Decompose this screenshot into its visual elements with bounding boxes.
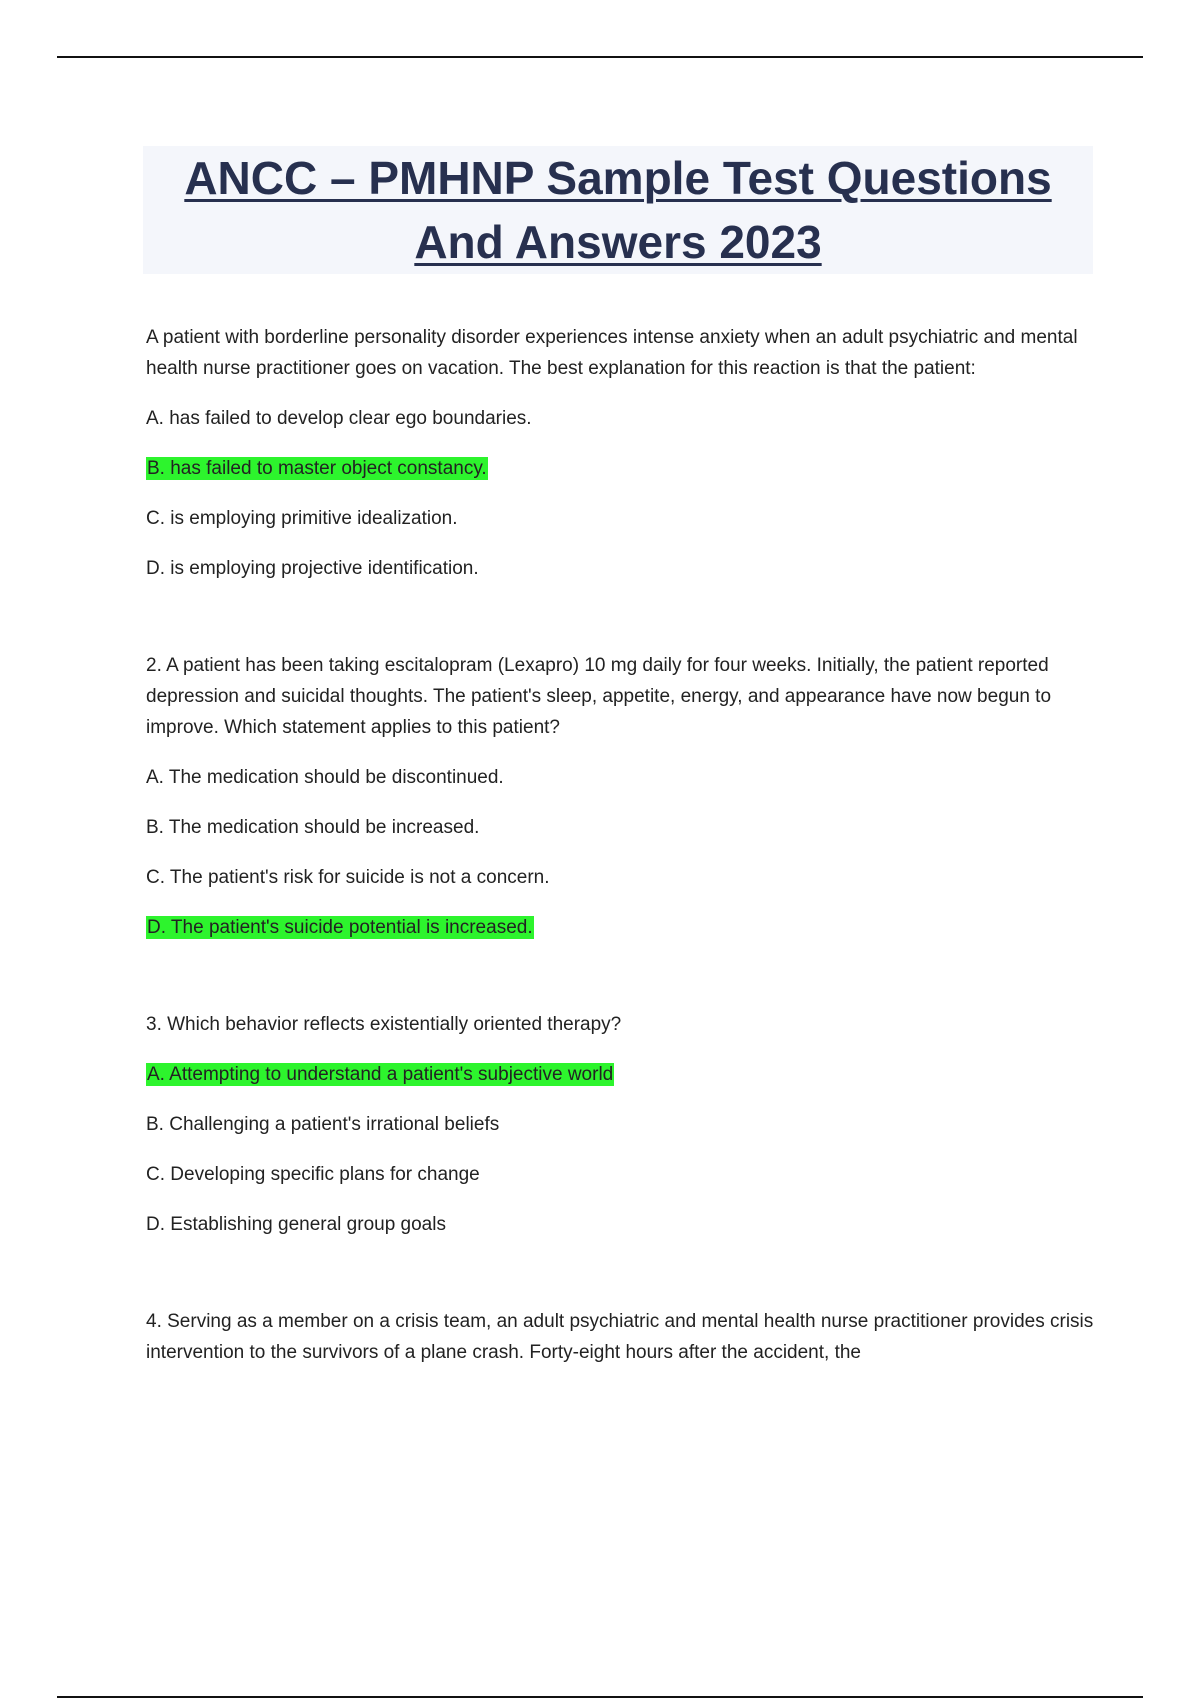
answer-option: D. Establishing general group goals (146, 1214, 446, 1235)
top-rule (57, 56, 1143, 58)
question-text: A patient with borderline personality disorder experiences intense anxiety when an adult psychiatric and mental health nurse practitioner goes on vacation. The best explanation for this reaction is that the patient: (146, 327, 1078, 379)
answer-option: A. has failed to develop clear ego boundaries. (146, 408, 532, 429)
question-text: 2. A patient has been taking escitalopram (Lexapro) 10 mg daily for four weeks. Initially, the patient reported depression and suicidal thoughts. The patient's sleep, appetite, energy, and appearance have now begun to improve. Which statement applies to this patient? (146, 655, 1052, 738)
questions-body (146, 322, 1096, 1368)
answer-option: B. The medication should be increased. (146, 817, 480, 838)
question-text: 3. Which behavior reflects existentially oriented therapy? (146, 1014, 622, 1035)
answer-option: A. The medication should be discontinued. (146, 767, 504, 788)
question-3 (146, 1009, 1096, 1240)
answer-option: B. Challenging a patient's irrational beliefs (146, 1114, 500, 1135)
correct-answer-highlight: B. has failed to master object constancy. (147, 458, 487, 479)
answer-option-correct (146, 912, 1096, 943)
correct-answer-highlight: D. The patient's suicide potential is increased. (147, 917, 533, 938)
answer-option-correct (146, 453, 1096, 484)
answer-option-correct (146, 1059, 1096, 1090)
answer-option: C. The patient's risk for suicide is not a concern. (146, 867, 550, 888)
page-title: ANCC – PMHNP Sample Test Questions And Answers 2023 (184, 152, 1052, 268)
answer-option: D. is employing projective identification. (146, 558, 479, 579)
question-4 (146, 1306, 1096, 1368)
question-2 (146, 650, 1096, 943)
title-banner (143, 146, 1093, 274)
question-1 (146, 322, 1096, 584)
answer-option: C. is employing primitive idealization. (146, 508, 458, 529)
correct-answer-highlight: A. Attempting to understand a patient's subjective world (147, 1064, 614, 1085)
answer-option: C. Developing specific plans for change (146, 1164, 480, 1185)
bottom-rule (57, 1696, 1143, 1698)
question-text: 4. Serving as a member on a crisis team, an adult psychiatric and mental health nurse practitioner provides crisis intervention to the survivors of a plane crash. Forty-eight hours after the accident, the (146, 1311, 1094, 1363)
